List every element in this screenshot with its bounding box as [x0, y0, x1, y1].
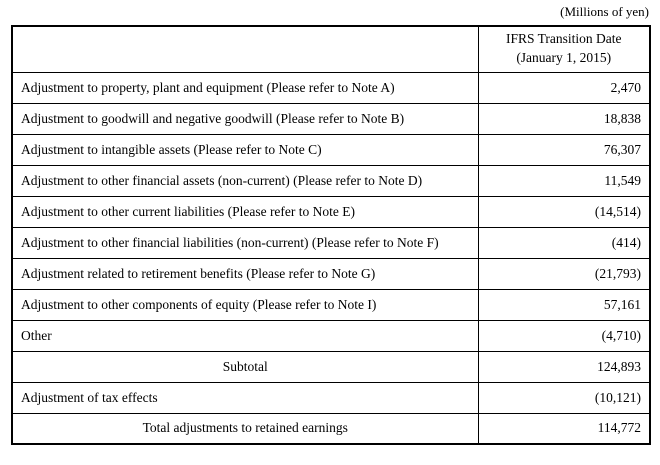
row-label-tax-effects: Adjustment of tax effects: [12, 382, 478, 413]
row-label-other-current-liabilities: Adjustment to other current liabilities (Please refer to Note E): [12, 196, 478, 227]
header-row: [12, 26, 650, 72]
header-line2: (January 1, 2015): [516, 50, 612, 66]
row-label-other-financial-assets: Adjustment to other financial assets (non-current) (Please refer to Note D): [12, 165, 478, 196]
row-value-ppe: 2,470: [478, 72, 650, 103]
row-label-subtotal: Subtotal: [12, 351, 478, 382]
table-row: [12, 289, 650, 320]
row-value-other-financial-liabilities: (414): [478, 227, 650, 258]
row-label-other-components-equity: Adjustment to other components of equity (Please refer to Note I): [12, 289, 478, 320]
row-label-other: Other: [12, 320, 478, 351]
header-line1: IFRS Transition Date: [505, 31, 622, 47]
table-row: [12, 165, 650, 196]
table-row: [12, 382, 650, 413]
table-row: [12, 134, 650, 165]
table-row: [12, 103, 650, 134]
row-value-tax-effects: (10,121): [478, 382, 650, 413]
table-row: [12, 258, 650, 289]
row-value-other-financial-assets: 11,549: [478, 165, 650, 196]
row-label-total-adjustments: Total adjustments to retained earnings: [12, 413, 478, 444]
row-label-intangible-assets: Adjustment to intangible assets (Please refer to Note C): [12, 134, 478, 165]
table-row: [12, 72, 650, 103]
table-row: [12, 227, 650, 258]
row-label-other-financial-liabilities: Adjustment to other financial liabilities (non-current) (Please refer to Note F): [12, 227, 478, 258]
header-ifrs-transition-date: [478, 26, 650, 72]
row-label-goodwill: Adjustment to goodwill and negative goodwill (Please refer to Note B): [12, 103, 478, 134]
row-label-ppe: Adjustment to property, plant and equipment (Please refer to Note A): [12, 72, 478, 103]
row-value-other: (4,710): [478, 320, 650, 351]
row-value-other-components-equity: 57,161: [478, 289, 650, 320]
row-value-other-current-liabilities: (14,514): [478, 196, 650, 227]
header-empty-cell: [12, 26, 478, 72]
table-row: [12, 320, 650, 351]
row-value-subtotal: 124,893: [478, 351, 650, 382]
row-value-retirement-benefits: (21,793): [478, 258, 650, 289]
table-row-subtotal: [12, 351, 650, 382]
table-row: [12, 196, 650, 227]
unit-note: (Millions of yen): [560, 4, 649, 19]
adjustments-table: [11, 25, 651, 445]
table-row-total: [12, 413, 650, 444]
row-value-total-adjustments: 114,772: [478, 413, 650, 444]
row-value-intangible-assets: 76,307: [478, 134, 650, 165]
row-value-goodwill: 18,838: [478, 103, 650, 134]
row-label-retirement-benefits: Adjustment related to retirement benefits (Please refer to Note G): [12, 258, 478, 289]
